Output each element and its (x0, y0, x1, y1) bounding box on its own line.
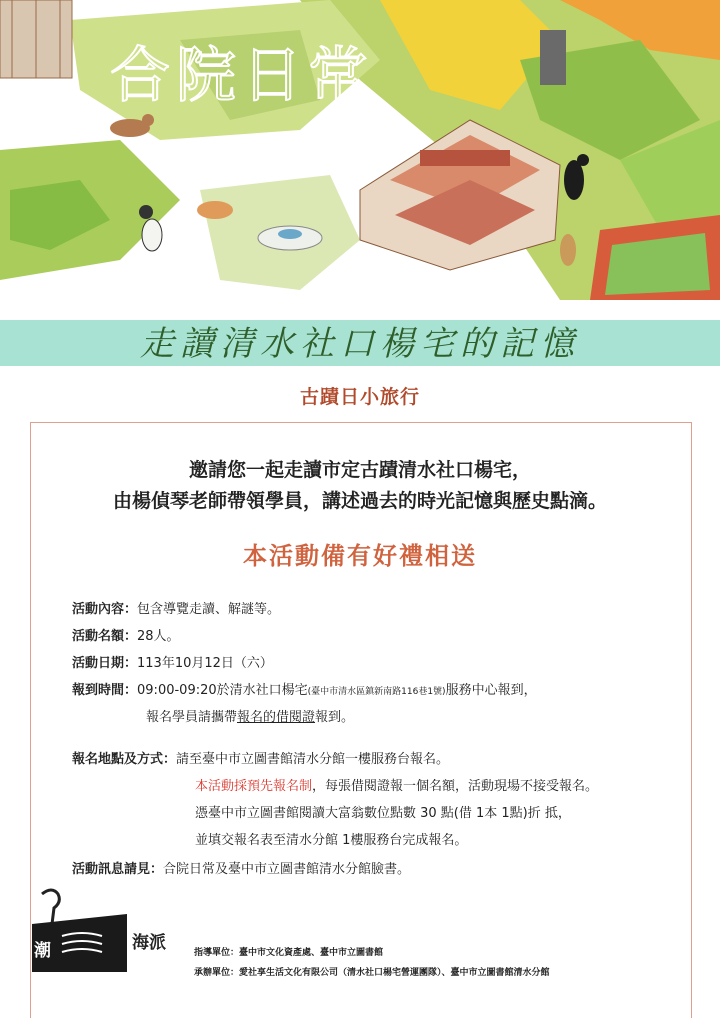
detail-content (72, 598, 280, 617)
detail-quota (72, 625, 180, 644)
registration-text-2: ，每張借閱證報一個名額，活動現場不接受報名。 (312, 779, 599, 794)
banner-illustration (0, 0, 720, 300)
detail-checkin (72, 679, 537, 698)
detail-date (72, 652, 273, 671)
intro-line-1: 邀請您一起走讀市定古蹟清水社口楊宅， (188, 459, 531, 481)
checkin-line2-b: 報到。 (315, 710, 355, 725)
footer-logo (22, 884, 166, 974)
registration-line-4: 並填交報名表至清水分館 1樓服務台完成報名。 (195, 833, 468, 848)
banner-logo-text: 合院日常 (110, 41, 374, 111)
registration-line-1 (72, 748, 449, 767)
intro-line-2: 由楊偵琴老師帶領學員，講述過去的時光記憶與歷史點滴。 (112, 490, 607, 512)
gift-highlight: 本活動備有好禮相送 (243, 542, 477, 570)
checkin-value-b: 服務中心報到， (445, 683, 537, 698)
registration-label: 報名地點及方式： (72, 752, 177, 767)
info-label: 活動訊息請見： (72, 862, 164, 877)
checkin-label: 報到時間： (72, 683, 138, 698)
guide-value: 臺中市文化資產處、臺中市立圖書館 (239, 948, 384, 958)
detail-checkin-line2 (146, 706, 354, 725)
quota-value: 28人。 (137, 629, 180, 644)
quota-label: 活動名額： (72, 629, 138, 644)
host-label: 承辦單位： (194, 968, 240, 978)
page-title: 走讀清水社口楊宅的記憶 (140, 324, 580, 364)
content-label: 活動內容： (72, 602, 138, 617)
info-value: 合院日常及臺中市立圖書館清水分館臉書。 (163, 862, 411, 877)
info-line (72, 858, 410, 877)
footer-logo-left: 潮 (34, 941, 51, 961)
date-label: 活動日期： (72, 656, 138, 671)
registration-line-3: 憑臺中市立圖書館閱讀大富翁數位點數 30 點(借 1本 1點)折 抵， (195, 806, 571, 821)
registration-line-2 (195, 775, 598, 794)
checkin-line2-underlined: 報名的借閱證 (237, 710, 316, 725)
content-value: 包含導覽走讀、解謎等。 (137, 602, 281, 617)
footer-host (194, 965, 550, 978)
checkin-line2-a: 報名學員請攜帶 (146, 710, 238, 725)
registration-text-2-red: 本活動採預先報名制 (195, 779, 313, 794)
registration-text-1: 請至臺中市立圖書館清水分館一樓服務台報名。 (176, 752, 450, 767)
date-value: 113年10月12日（六） (137, 656, 273, 671)
guide-label: 指導單位： (194, 948, 240, 958)
host-value: 愛社享生活文化有限公司（清水社口楊宅營運團隊）、臺中市立圖書館清水分館 (239, 968, 550, 978)
page-subtitle: 古蹟日小旅行 (299, 386, 420, 408)
footer-logo-right: 海派 (132, 933, 166, 953)
footer-guide (194, 945, 383, 958)
checkin-address: (臺中市清水區鎮新南路116巷1號) (307, 687, 446, 697)
checkin-value-a: 09:00-09:20於清水社口楊宅 (137, 683, 308, 698)
